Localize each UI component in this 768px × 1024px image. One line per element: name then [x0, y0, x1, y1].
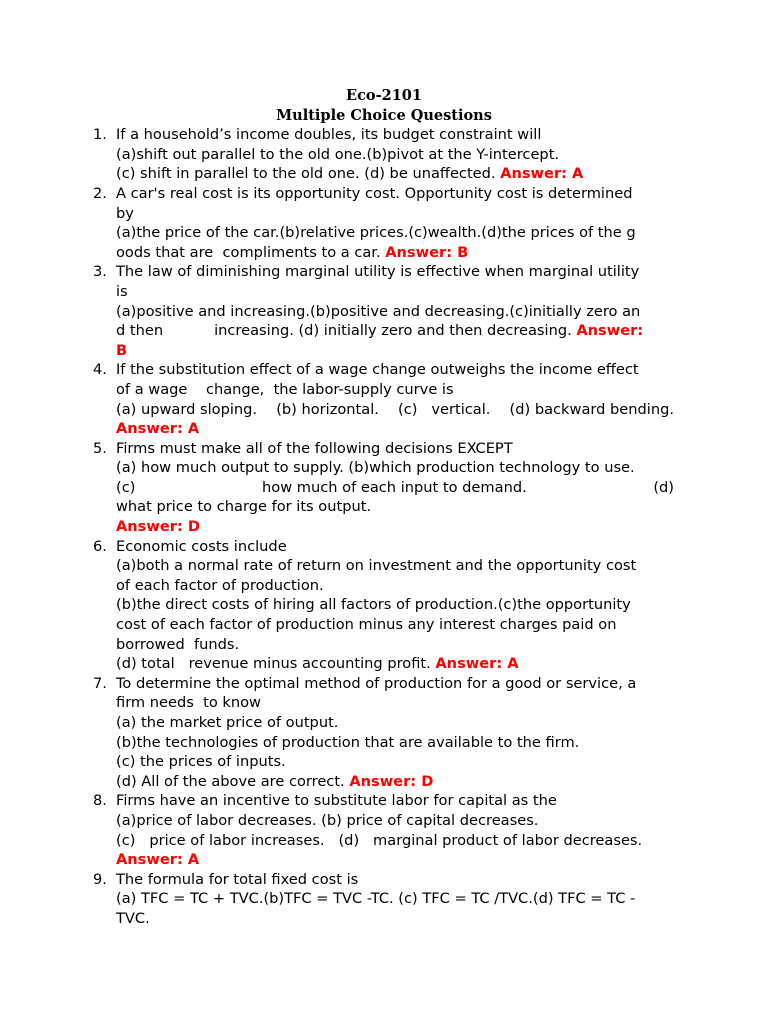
question-1 [0, 125, 674, 184]
option-a: (a) the market price of output. [116, 714, 339, 731]
question-options: (a)the price of the car.(b)relative prices.(c)wealth.(d)the prices of the g [116, 224, 636, 242]
question-options [116, 164, 674, 184]
question-stem: The formula for total fixed cost is [116, 870, 359, 888]
option-a: (a)both a normal rate of return on investment and the opportunity cost [116, 557, 637, 575]
option-text: increasing. (d) initially zero and then decreasing. [214, 322, 572, 340]
question-options: (a) how much output to supply. (b)which production technology to use. [116, 459, 635, 477]
question-number: 7. [93, 674, 107, 692]
question-stem: of a wage change, the labor-supply curve is [116, 380, 454, 398]
answer-key: Answer: [576, 322, 644, 340]
option-c: (c) the prices of inputs. [116, 753, 286, 771]
option-c: how much of each input to demand. [262, 478, 527, 496]
question-options: (a) TFC = TC + TVC.(b)TFC = TVC -TC. (c) TFC = TC /TVC.(d) TFC = TC - [116, 890, 636, 908]
question-4 [0, 360, 674, 438]
question-number: 5. [93, 439, 107, 457]
question-7 [0, 674, 674, 792]
question-stem: The law of diminishing marginal utility is effective when marginal utility [116, 263, 640, 281]
answer-key: Answer: D [116, 518, 200, 536]
option-c: (c) vertical. [398, 400, 491, 418]
question-number: 1. [93, 126, 107, 144]
option-b: (b)the technologies of production that are available to the firm. [116, 733, 580, 751]
question-9 [0, 870, 674, 929]
question-stem: If the substitution effect of a wage change outweighs the income effect [116, 361, 639, 379]
option-c-label: (c) [116, 478, 136, 496]
question-stem: Firms must make all of the following decisions EXCEPT [116, 439, 513, 457]
question-number: 9. [93, 870, 107, 888]
question-options: (a)price of labor decreases. (b) price of capital decreases. [116, 811, 539, 829]
question-2 [0, 184, 674, 262]
option-b: (b) horizontal. [276, 400, 379, 418]
answer-key: Answer: A [500, 165, 584, 183]
option-d-label: (d) [653, 478, 674, 496]
option-b-c: borrowed funds. [116, 635, 240, 653]
question-options [116, 400, 674, 420]
option-d: (d) total revenue minus accounting profit. [116, 655, 436, 673]
question-6 [0, 537, 674, 674]
question-stem: To determine the optimal method of production for a good or service, a [116, 674, 637, 692]
question-stem: If a household’s income doubles, its budget constraint will [116, 126, 542, 144]
question-options [116, 243, 674, 263]
answer-key: B [116, 341, 128, 359]
question-options: (a)shift out parallel to the old one.(b)pivot at the Y-intercept. [116, 145, 560, 163]
question-stem: by [116, 204, 134, 222]
option-b-c: (b)the direct costs of hiring all factors of production.(c)the opportunity [116, 596, 631, 614]
question-options: (c) price of labor increases. (d) marginal product of labor decreases. [116, 831, 643, 849]
question-stem: Economic costs include [116, 537, 287, 555]
question-number: 2. [93, 184, 107, 202]
answer-key: Answer: D [349, 772, 434, 790]
option-text: oods that are compliments to a car. [116, 243, 386, 261]
question-3 [0, 262, 674, 360]
option-d: (d) All of the above are correct. [116, 772, 350, 790]
question-number: 3. [93, 263, 107, 281]
option-a: (a) upward sloping. [116, 400, 258, 418]
question-options [116, 772, 674, 792]
question-options: TVC. [116, 909, 150, 927]
question-options [116, 654, 674, 674]
question-number: 6. [93, 537, 107, 555]
question-stem: Firms have an incentive to substitute labor for capital as the [116, 792, 557, 810]
question-options [116, 321, 674, 341]
option-text: (c) shift in parallel to the old one. (d) be unaffected. [116, 165, 501, 183]
option-d: (d) backward bending. [509, 400, 674, 418]
question-number: 8. [93, 792, 107, 810]
course-code: Eco-2101 [346, 87, 422, 104]
option-b-c: cost of each factor of production minus any interest charges paid on [116, 616, 617, 634]
document-heading: Multiple Choice Questions [276, 106, 492, 124]
question-stem: firm needs to know [116, 694, 261, 712]
option-text: d then [116, 322, 164, 340]
answer-key: Answer: B [385, 243, 469, 261]
option-a: of each factor of production. [116, 576, 324, 594]
question-number: 4. [93, 361, 107, 379]
answer-key: Answer: A [435, 655, 519, 673]
question-options [116, 478, 674, 498]
answer-key: Answer: A [116, 420, 200, 438]
question-8 [0, 791, 674, 869]
option-d: what price to charge for its output. [116, 498, 372, 516]
question-stem: is [116, 282, 128, 300]
question-options: (a)positive and increasing.(b)positive and decreasing.(c)initially zero an [116, 302, 641, 320]
question-5 [0, 439, 674, 537]
question-list [0, 125, 768, 928]
answer-key: Answer: A [116, 851, 200, 869]
question-stem: A car's real cost is its opportunity cost. Opportunity cost is determined [116, 184, 633, 202]
